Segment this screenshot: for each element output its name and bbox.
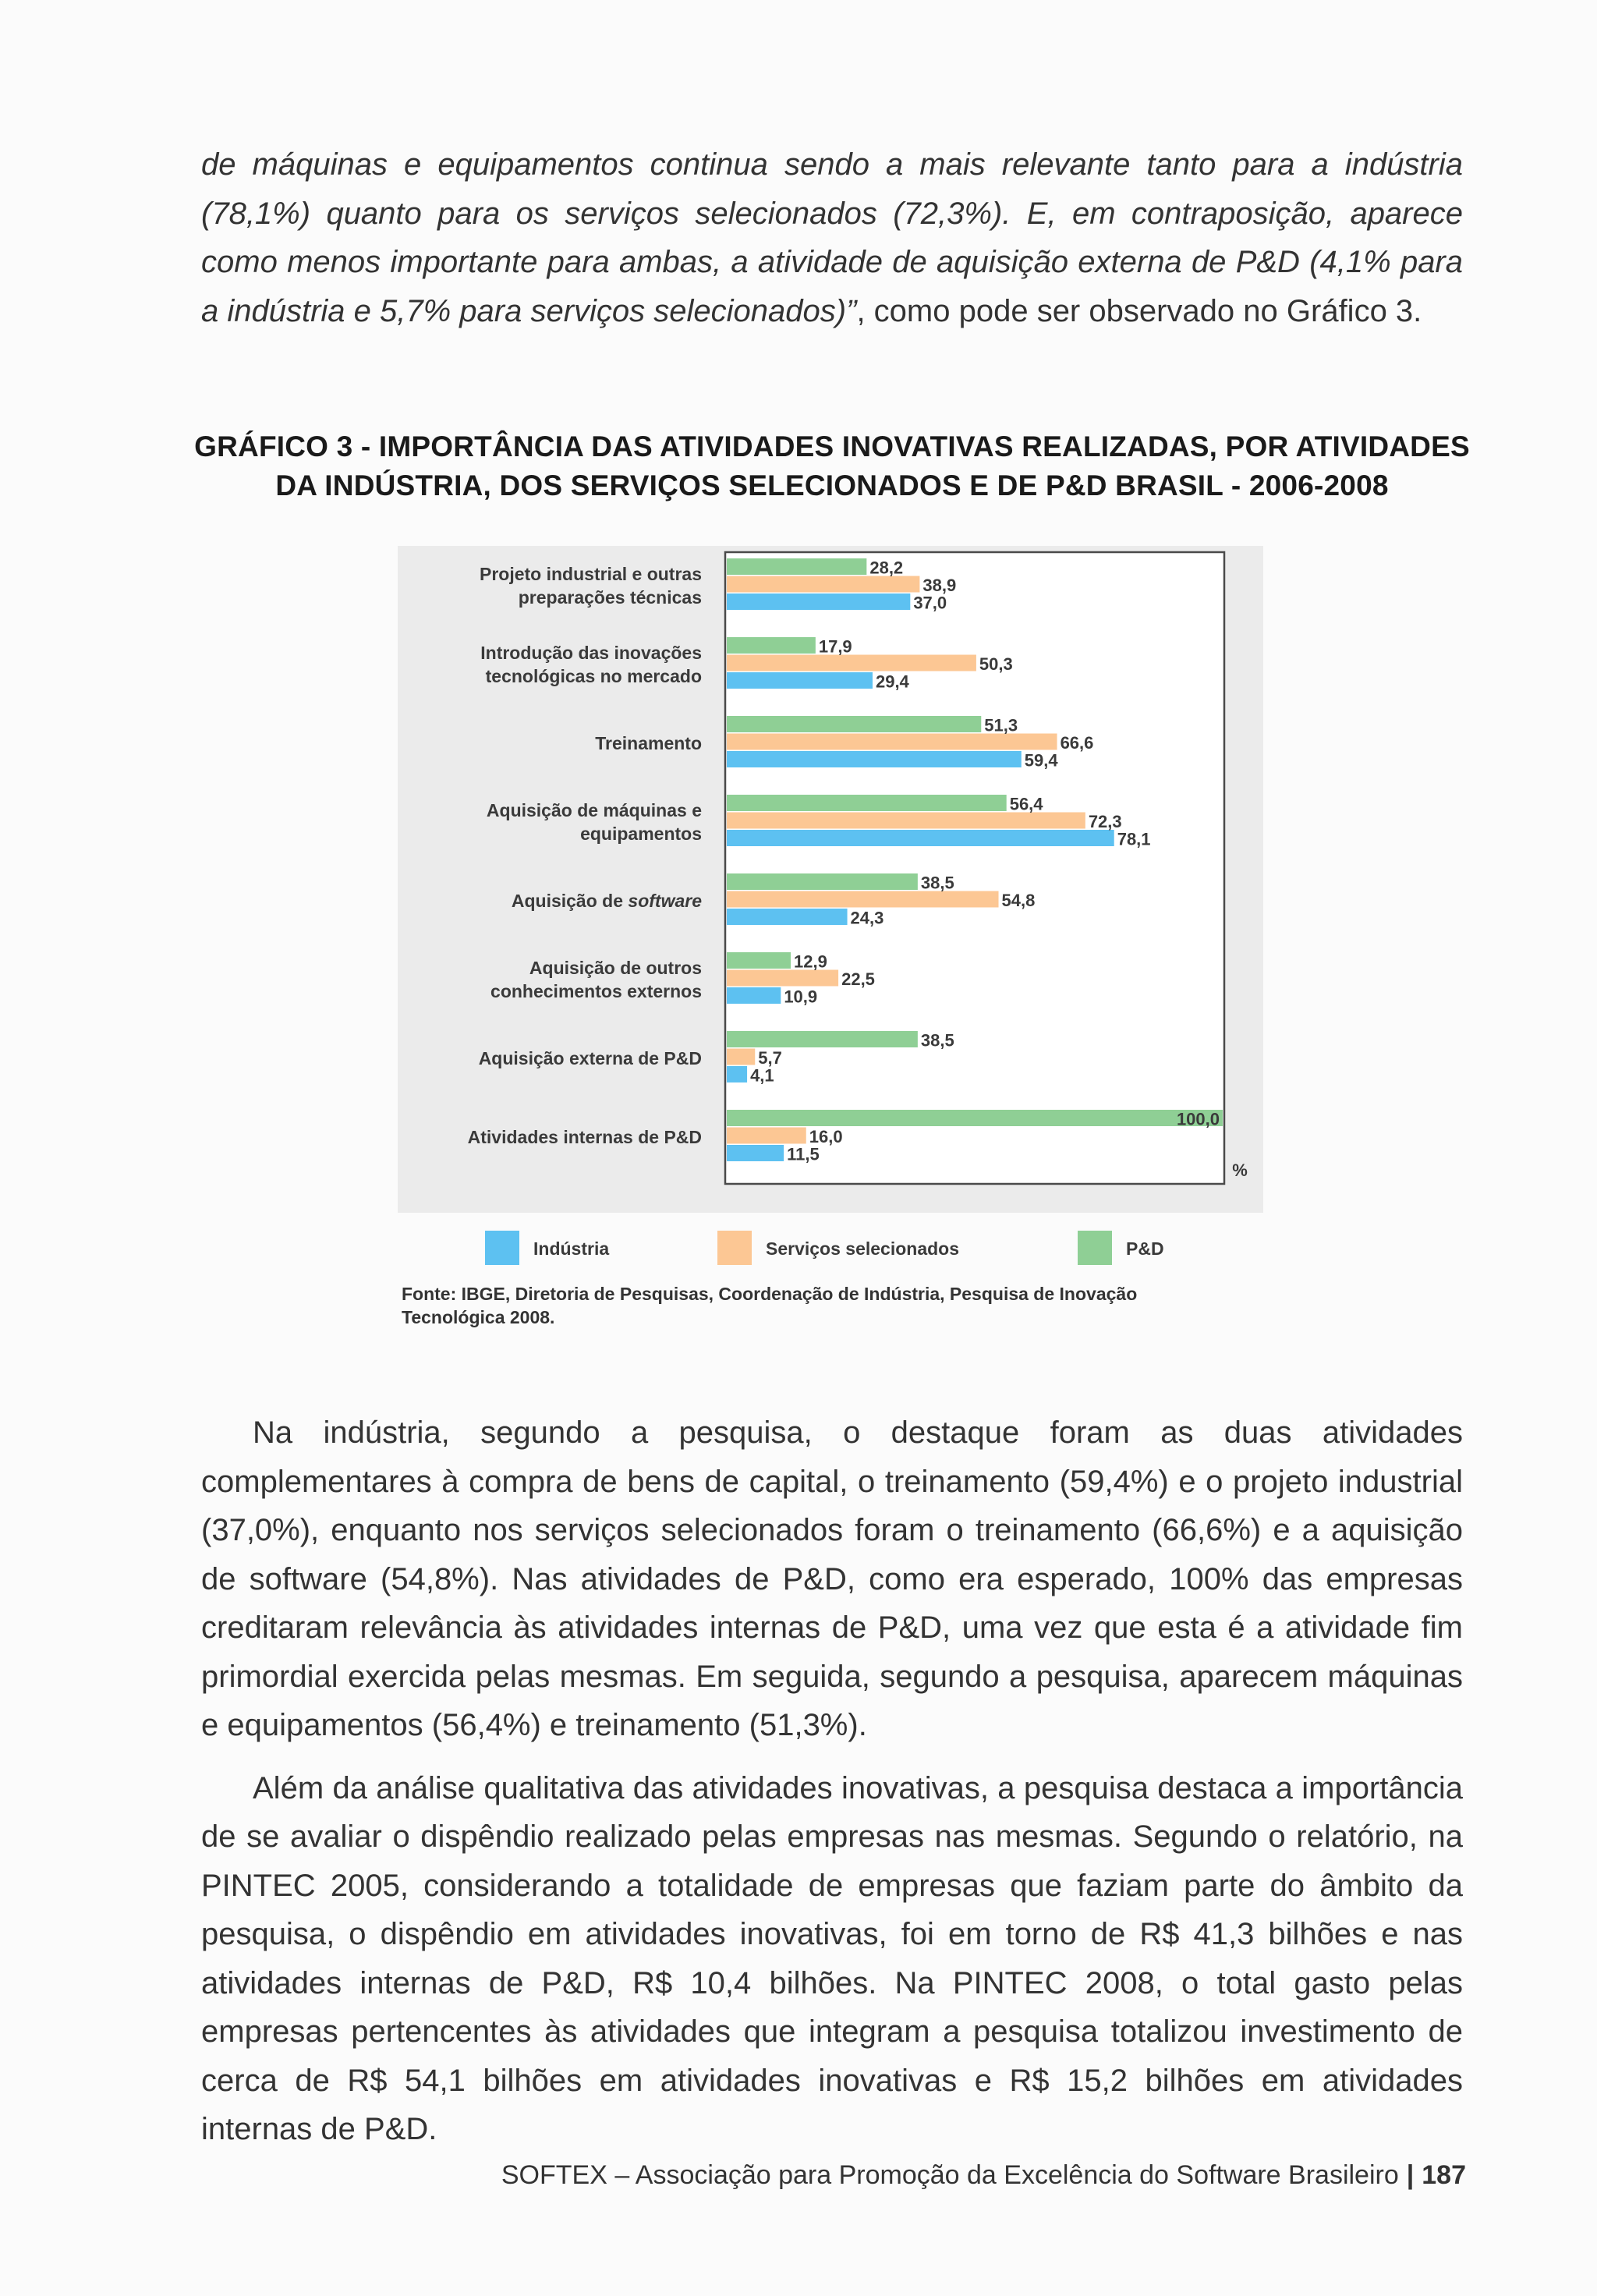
page-footer bbox=[501, 2160, 1466, 2191]
category-label: Projeto industrial e outras bbox=[480, 563, 702, 584]
bar-value-label: 22,5 bbox=[841, 969, 875, 989]
body-text bbox=[201, 1408, 1463, 2154]
category-label: Atividades internas de P&D bbox=[467, 1126, 702, 1147]
unit-label: % bbox=[1232, 1160, 1248, 1180]
category-label: conhecimentos externos bbox=[490, 980, 702, 1001]
category-label-italic: software bbox=[628, 890, 702, 911]
bar bbox=[727, 576, 919, 593]
bar bbox=[727, 558, 866, 575]
figure-title-line-2: DA INDÚSTRIA, DOS SERVIÇOS SELECIONADOS E DE P&D BRASIL - 2006-2008 bbox=[275, 469, 1389, 501]
bar-value-label: 38,5 bbox=[920, 873, 954, 893]
category-label: Aquisição externa de P&D bbox=[478, 1047, 702, 1068]
bar bbox=[727, 734, 1057, 750]
bar bbox=[727, 593, 910, 610]
bar bbox=[727, 1128, 806, 1144]
bar bbox=[727, 795, 1007, 811]
bar bbox=[727, 1145, 784, 1161]
bar-value-label: 29,4 bbox=[875, 671, 909, 692]
chart-source-line-2: Tecnológica 2008. bbox=[402, 1307, 555, 1327]
intro-paragraph-block bbox=[201, 140, 1463, 335]
bar-value-label: 12,9 bbox=[794, 951, 827, 972]
bar-value-label: 11,5 bbox=[787, 1144, 820, 1164]
legend-label: P&D bbox=[1126, 1238, 1164, 1259]
bar-value-label: 4,1 bbox=[750, 1065, 774, 1086]
body-paragraph-1: Na indústria, segundo a pesquisa, o destaque foram as duas atividades complementares à compra de bens de capital, o treinamento (59,4%) e o projeto industrial (37,0%), enquanto nos serviços selecionados foram o treinamento (66,6%) e a aquisição de software (54,8%). Nas atividades de P&D, como era esperado, 100% das empresas creditaram relevância às atividades internas de P&D, uma vez que esta é a atividade fim primordial exercida pelas mesmas. Em seguida, segundo a pesquisa, aparecem máquinas e equipamentos (56,4%) e treinamento (51,3%). bbox=[201, 1416, 1463, 1742]
bar-value-label: 17,9 bbox=[818, 636, 852, 657]
legend-label: Indústria bbox=[533, 1238, 610, 1259]
bar bbox=[727, 637, 816, 654]
chart-source-line-1: Fonte: IBGE, Diretoria de Pesquisas, Coordenação de Indústria, Pesquisa de Inovação bbox=[402, 1284, 1138, 1304]
bar-value-label: 72,3 bbox=[1088, 812, 1122, 831]
bar bbox=[727, 891, 999, 908]
bar bbox=[727, 830, 1114, 846]
bar-value-label: 56,4 bbox=[1009, 794, 1043, 814]
bar-value-label: 66,6 bbox=[1060, 733, 1094, 753]
bar bbox=[727, 655, 976, 671]
category-label-part: Aquisição de bbox=[511, 890, 629, 911]
body-paragraph-2: Além da análise qualitativa das atividades inovativas, a pesquisa destaca a importância de se avaliar o dispêndio realizado pelas empresas nas mesmas. Segundo o relatório, na PINTEC 2005, considerando a totalidade de empresas que faziam parte do âmbito da pesquisa, o dispêndio em atividades inovativas, foi em torno de R$ 41,3 bilhões e nas atividades internas de P&D, R$ 10,4 bilhões. Na PINTEC 2008, o total gasto pelas empresas pertencentes às atividades que integram a pesquisa totalizou investimento de cerca de R$ 54,1 bilhões em atividades inovativas e R$ 15,2 bilhões em atividades internas de P&D. bbox=[201, 1770, 1463, 2146]
bar bbox=[727, 716, 981, 732]
bar bbox=[727, 1110, 1223, 1126]
bar-value-label: 100,0 bbox=[1176, 1109, 1220, 1129]
bar-value-label: 28,2 bbox=[869, 558, 904, 578]
bar bbox=[727, 952, 791, 969]
bar bbox=[727, 1031, 918, 1047]
bar-value-label: 54,8 bbox=[1001, 891, 1036, 910]
category-label: Treinamento bbox=[595, 732, 702, 753]
category-label bbox=[512, 891, 702, 911]
bar-value-label: 59,4 bbox=[1024, 750, 1058, 771]
bar-value-label: 10,9 bbox=[784, 987, 818, 1007]
footer-text: SOFTEX – Associação para Promoção da Excelência do Software Brasileiro bbox=[501, 2160, 1399, 2190]
category-label: Introdução das inovações bbox=[480, 642, 702, 663]
bar bbox=[727, 751, 1022, 767]
category-label: tecnológicas no mercado bbox=[485, 665, 702, 686]
category-label: Aquisição de máquinas e bbox=[486, 799, 702, 820]
legend-swatch bbox=[717, 1231, 752, 1265]
bar-value-label: 37,0 bbox=[913, 593, 947, 613]
bar-value-label: 24,3 bbox=[850, 908, 884, 928]
legend-label: Serviços selecionados bbox=[766, 1238, 960, 1259]
bar-value-label: 5,7 bbox=[758, 1048, 782, 1068]
intro-quote: de máquinas e equipamentos continua sendo a mais relevante tanto para a indústria (78,1%) quanto para os serviços selecionados (72,3%). E, em contraposição, aparece como menos importante para ambas, a atividade de aquisição externa de P&D (4,1% para a indústria e 5,7% para serviços selecionados)” bbox=[201, 147, 1463, 328]
bar bbox=[727, 909, 848, 925]
bar bbox=[727, 873, 918, 890]
intro-paragraph bbox=[201, 140, 1463, 335]
footer-separator: | bbox=[1406, 2160, 1415, 2190]
legend-swatch bbox=[485, 1231, 519, 1265]
page-number: 187 bbox=[1422, 2160, 1466, 2190]
bar-value-label: 78,1 bbox=[1117, 829, 1151, 849]
bar-value-label: 16,0 bbox=[809, 1127, 843, 1146]
bar bbox=[727, 1066, 747, 1082]
bar-value-label: 38,9 bbox=[922, 576, 957, 595]
category-label: equipamentos bbox=[580, 823, 702, 844]
bar bbox=[727, 1049, 755, 1065]
bar bbox=[727, 970, 838, 987]
figure-title bbox=[156, 427, 1508, 505]
category-label: Aquisição de outros bbox=[529, 957, 702, 978]
bar-chart bbox=[398, 546, 1271, 1341]
legend-swatch bbox=[1078, 1231, 1112, 1265]
intro-tail: , como pode ser observado no Gráfico 3. bbox=[856, 293, 1422, 328]
figure-title-line-1: GRÁFICO 3 - IMPORTÂNCIA DAS ATIVIDADES INOVATIVAS REALIZADAS, POR ATIVIDADES bbox=[194, 430, 1470, 462]
bar-value-label: 50,3 bbox=[979, 654, 1013, 674]
category-label: preparações técnicas bbox=[518, 586, 702, 608]
bar-value-label: 51,3 bbox=[984, 715, 1018, 735]
bar bbox=[727, 987, 781, 1004]
bar bbox=[727, 672, 873, 689]
bar-value-label: 38,5 bbox=[920, 1030, 954, 1051]
bar bbox=[727, 813, 1085, 829]
